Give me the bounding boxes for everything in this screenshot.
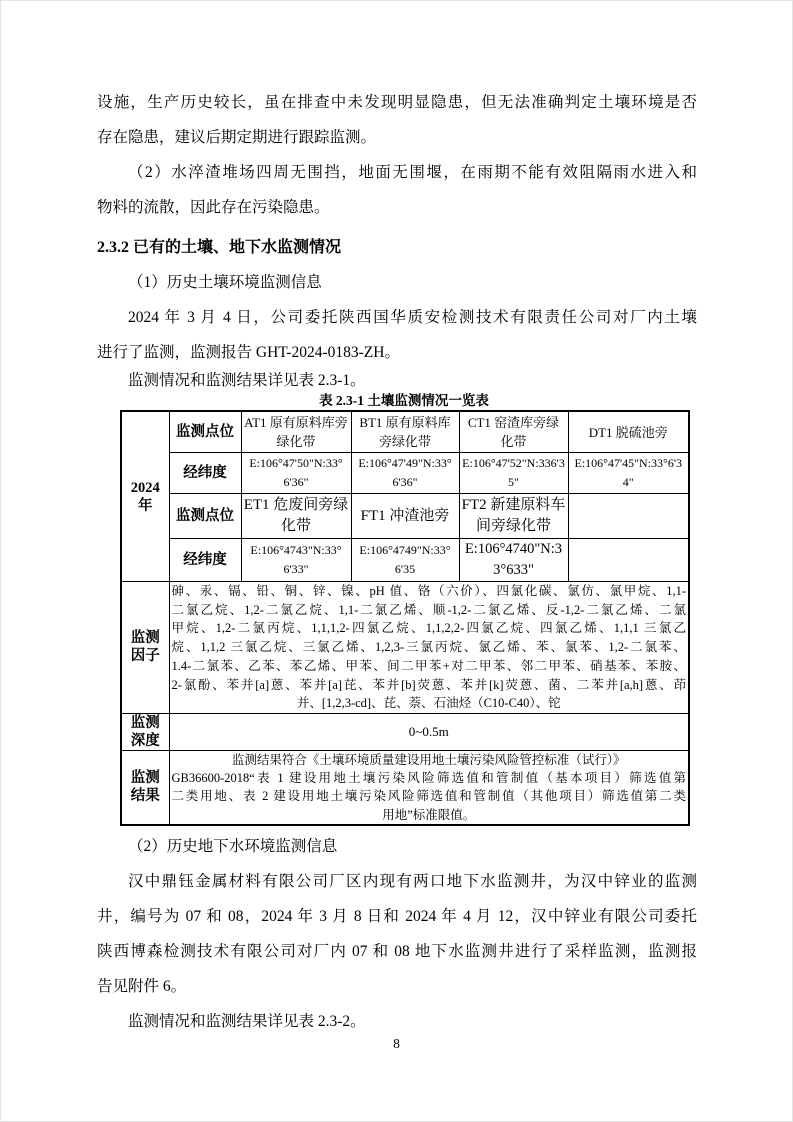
table-title: 表 2.3-1 土壤监测情况一览表 (319, 393, 489, 408)
paragraph-line: 陕西博森检测技术有限公司对厂内 07 和 08 地下水监测井进行了采样监测，监测报 (97, 942, 697, 960)
soil-monitoring-table (120, 410, 690, 826)
monitoring-point-cell: CT1 窑渣库旁绿化带 (459, 411, 568, 453)
empty-cell (568, 539, 689, 582)
paragraph-line: （2）水淬渣堆场四周无围挡，地面无围堰，在雨期不能有效阻隔雨水进入和 (128, 164, 697, 181)
factors-text-line: 1.4-二氯苯、乙苯、苯乙烯、甲苯、间二甲苯+对二甲苯、邻二甲苯、硝基苯、苯胺、 (171, 658, 686, 673)
coordinate-cell: E:106°4740"N:33°633" (459, 539, 568, 582)
factors-text-line: 2-氯酚、苯并[a]蒽、苯并[a]芘、苯并[b]荧蒽、苯并[k]荧蒽、菌、二苯并[a,h]蒽、茚 (171, 677, 686, 692)
coordinate-cell: E:106°47'50"N:33°6'36" (241, 453, 351, 494)
coordinate-cell: E:106°47'49"N:33°6'36" (351, 453, 459, 494)
monitoring-point-cell: FT2 新建原料车间旁绿化带 (459, 494, 568, 539)
paragraph-line: 设施，生产历史较长，虽在排查中未发现明显隐患，但无法准确判定土壤环境是否 (97, 94, 697, 111)
result-text-line: 监测结果符合《土壤环境质量建设用地土壤污染风险管控标准（试行）》 (231, 752, 626, 767)
factors-text-line: 烷、1,1,2 三氯乙烷、三氯乙烯、1,2,3-三氯丙烷、氯乙烯、苯、氯苯、1,2-二氯苯、 (171, 640, 686, 655)
paragraph-line: 监测情况和监测结果详见表 2.3-1。 (128, 372, 366, 389)
coordinate-cell: E:106°4743"N:33°6'33" (241, 539, 351, 582)
result-text-line: 用地”标准限值。 (382, 807, 476, 822)
year-cell: 2024年 (121, 411, 169, 582)
paragraph-line: 物料的流散，因此存在污染隐患。 (97, 199, 330, 216)
result-text-line: GB36600-2018“表 1 建设用地土壤污染风险筛选值和管制值（基本项目）筛选值第 (171, 771, 686, 786)
page-number: 8 (393, 1036, 400, 1051)
coordinate-cell: E:106°47'52"N:336'35" (459, 453, 568, 494)
paragraph-line: 监测情况和监测结果详见表 2.3-2。 (128, 1012, 366, 1030)
factors-text-line: 甲烷、1,2-二氯丙烷、1,1,1,2-四氯乙烷、1,1,2,2-四氯乙烷、四氯乙烯、1,1,1 三氯乙 (171, 621, 686, 636)
row-label: 监测点位 (169, 411, 241, 453)
paragraph-line: 井，编号为 07 和 08，2024 年 3 月 8 日和 2024 年 4 月 12，汉中锌业有限公司委托 (97, 907, 697, 925)
coordinate-cell: E:106°47'45"N:33°6'34" (568, 453, 689, 494)
factors-text-line: 二氯乙烷、1,2-二氯乙烷、1,1-二氯乙烯、顺-1,2-二氯乙烯、反-1,2-二氯乙烯、二氯 (171, 602, 686, 617)
row-label: 监测因子 (121, 582, 169, 714)
monitoring-point-cell: BT1 原有原料库旁绿化带 (351, 411, 459, 453)
row-label: 监测点位 (169, 494, 241, 539)
row-label: 经纬度 (169, 453, 241, 494)
factors-text-line: 并、[1,2,3-cd]、芘、萘、石油烃（C10-C40）、铊 (296, 696, 561, 711)
monitoring-factors-cell (169, 582, 689, 714)
monitoring-point-cell: DT1 脱硫池旁 (568, 411, 689, 453)
monitoring-result-cell (169, 750, 689, 824)
monitoring-point-cell: ET1 危废间旁绿化带 (241, 494, 351, 539)
page-content (97, 85, 697, 1039)
result-text-line: 二类用地、表 2 建设用地土壤污染风险筛选值和管制值（其他项目）筛选值第二类 (171, 789, 686, 804)
section-heading: 2.3.2 已有的土壤、地下水监测情况 (97, 239, 342, 256)
paragraph-line: 2024 年 3 月 4 日，公司委托陕西国华质安检测技术有限责任公司对厂内土壤 (128, 309, 697, 326)
subsection-label: （1）历史土壤环境监测信息 (128, 274, 322, 291)
coordinate-cell: E:106°4749"N:33°6'35 (351, 539, 459, 582)
factors-text-line: 砷、汞、镉、铅、铜、锌、镍、pH 值、铬（六价）、四氯化碳、氯仿、氯甲烷、1,1- (171, 584, 686, 598)
monitoring-depth-cell: 0~0.5m (169, 713, 689, 750)
monitoring-point-cell: FT1 冲渣池旁 (351, 494, 459, 539)
paragraph-line: 进行了监测，监测报告 GHT-2024-0183-ZH。 (97, 344, 400, 361)
empty-cell (568, 494, 689, 539)
paragraph-line: 告见附件 6。 (97, 977, 187, 995)
row-label: 监测结果 (121, 750, 169, 824)
row-label: 经纬度 (169, 539, 241, 582)
paragraph-line: 存在隐患，建议后期定期进行跟踪监测。 (97, 129, 377, 146)
subsection-label: （2）历史地下水环境监测信息 (128, 837, 338, 855)
paragraph-line: 汉中鼎钰金属材料有限公司厂区内现有两口地下水监测井，为汉中锌业的监测 (128, 872, 697, 890)
row-label: 监测深度 (121, 713, 169, 750)
monitoring-point-cell: AT1 原有原料库旁绿化带 (241, 411, 351, 453)
